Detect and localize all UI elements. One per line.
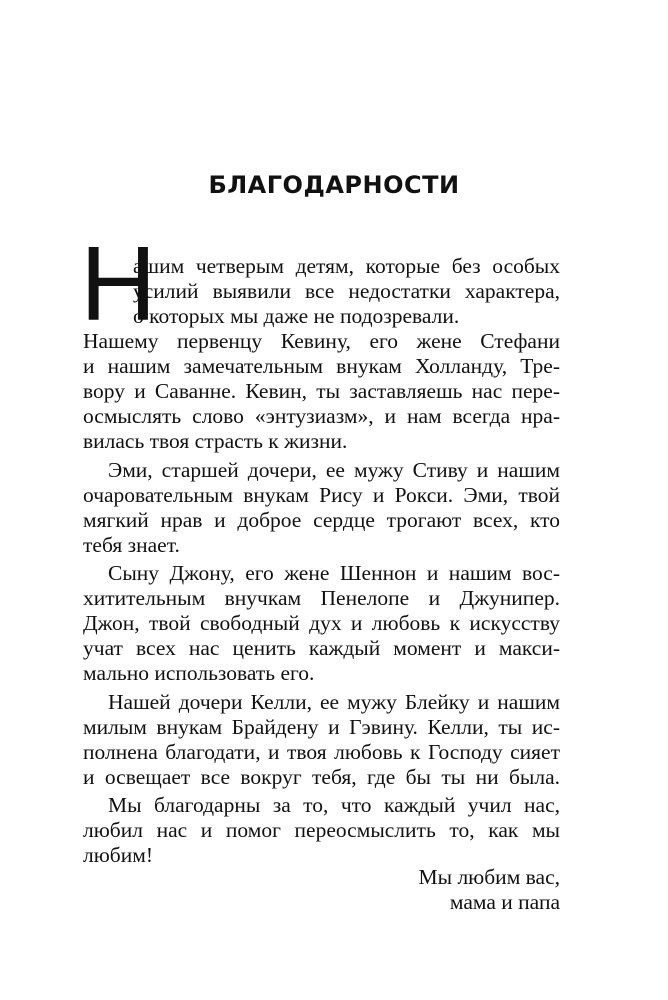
text-line: о которых мы даже не подозревали. [133,304,460,328]
text-line: Нашей дочери Келли, ее мужу Блейку и нашим [108,690,560,714]
text-line: милым внукам Брайдену и Гэвину. Келли, ты ис- [83,715,560,739]
page-title: БЛАГОДАРНОСТИ [208,171,460,199]
text-line: очаровательным внукам Рису и Рокси. Эми, твой [83,483,560,507]
text-line: осмыслять слово «энтузиазм», и нам всегда нра- [83,404,560,428]
text-line: и нашим замечательным внукам Холланду, Тре- [83,354,560,378]
text-line: усилий выявили все недостатки характера, [133,279,560,303]
text-line: ашим четверым детям, которые без особых [133,254,560,278]
signature-line: мама и папа [449,890,560,914]
text-line: Сыну Джону, его жене Шеннон и нашим вос- [108,561,560,585]
text-line: мягкий нрав и доброе сердце трогают всех, кто [83,508,560,532]
text-line: мально использовать его. [83,661,315,685]
text-line: учат всех нас ценить каждый момент и макси- [83,636,560,660]
signature-line: Мы любим вас, [418,865,560,889]
text-line: любил нас и помог переосмыслить то, как мы [83,818,560,842]
text-line: и освещает все вокруг тебя, где бы ты ни была. [83,765,560,789]
text-line: Джон, твой свободный дух и любовь к искусству [83,611,560,635]
text-line: Эми, старшей дочери, ее мужу Стиву и нашим [108,458,560,482]
text-line: вилась твоя страсть к жизни. [83,429,348,453]
text-line: любим! [83,843,154,867]
text-line: Нашему первенцу Кевину, его жене Стефани [83,329,560,353]
text-line: вору и Саванне. Кевин, ты заставляешь нас пере- [83,379,560,403]
drop-cap-letter: Н [80,225,157,343]
text-line: Мы благодарны за то, что каждый учил нас, [108,793,560,817]
text-line: хитительным внучкам Пенелопе и Джунипер. [83,586,560,610]
text-line: тебя знает. [83,533,180,557]
text-line: полнена благодати, и твоя любовь к Господу сияет [83,740,560,764]
